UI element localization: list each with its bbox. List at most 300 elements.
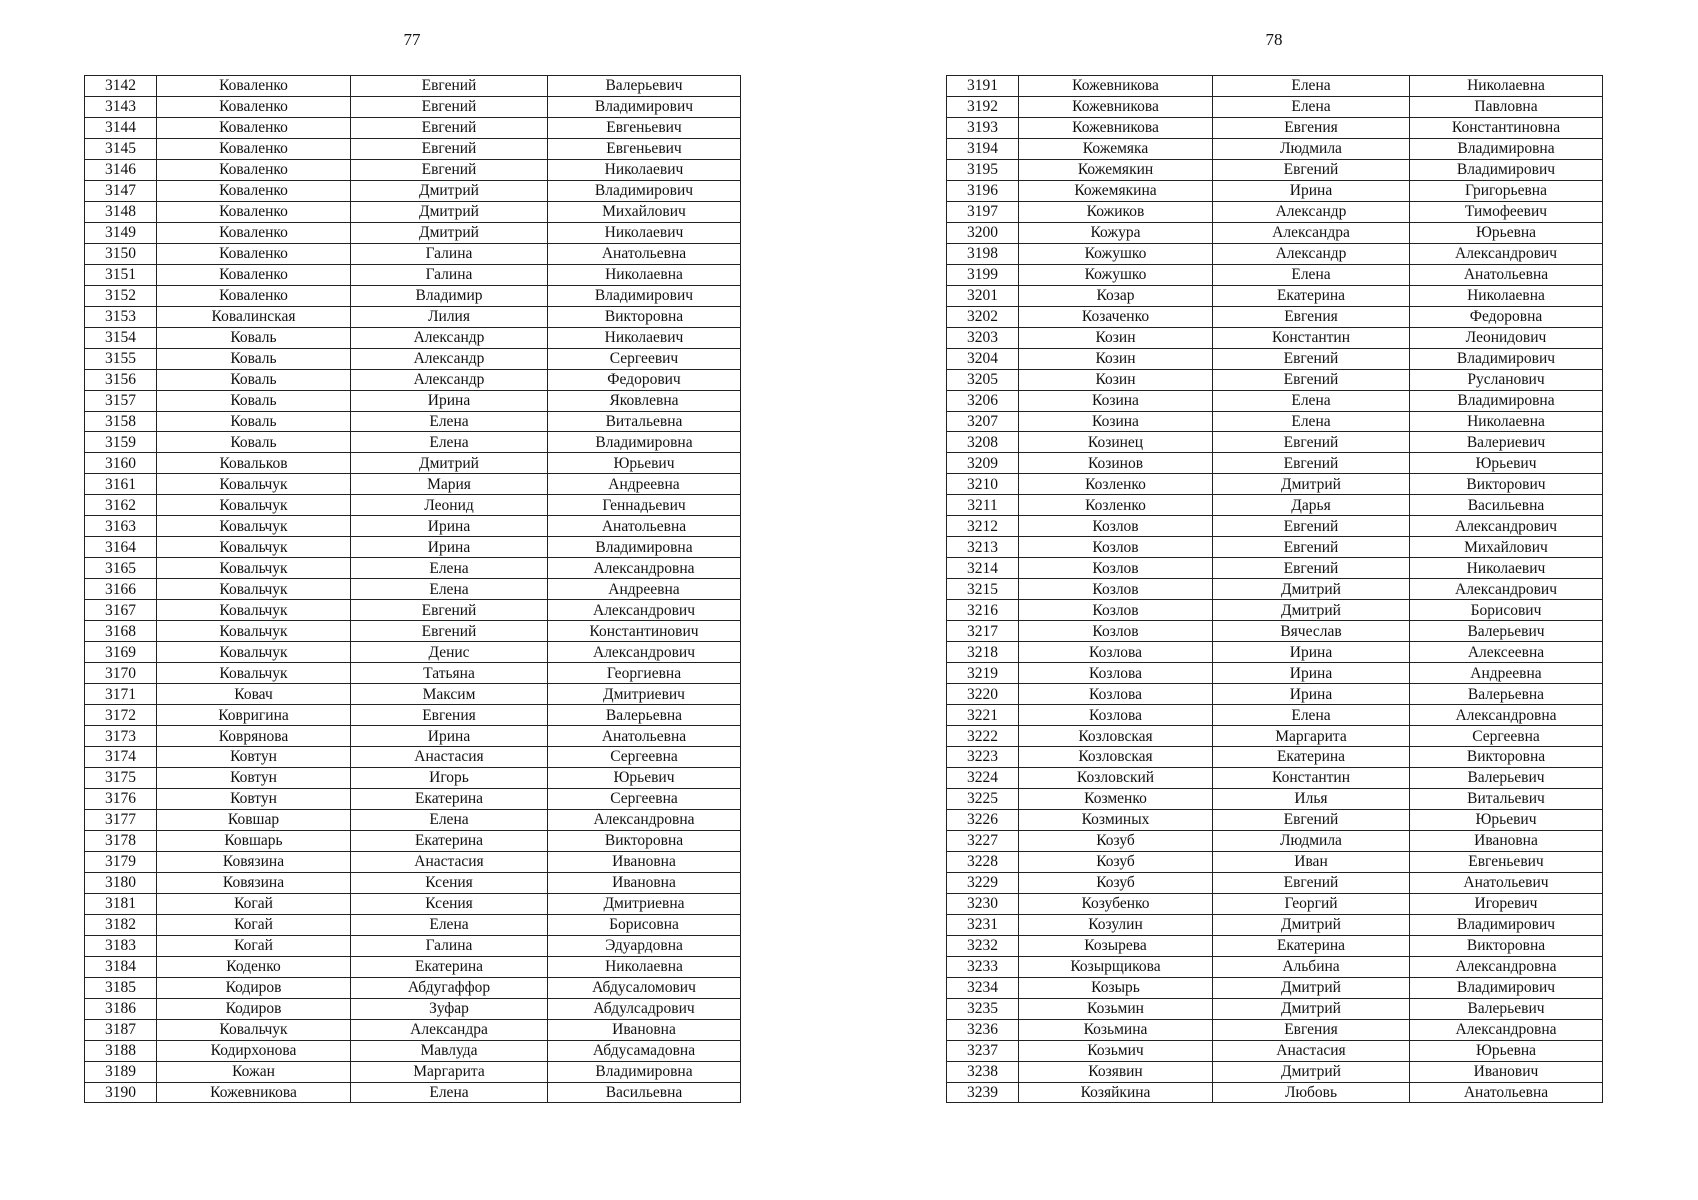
- patronymic-cell: Владимирович: [548, 285, 741, 306]
- last-name-cell: Ковальчук: [157, 516, 351, 537]
- table-row: [947, 914, 1603, 935]
- patronymic-cell: Сергеевич: [548, 348, 741, 369]
- first-name-cell: Любовь: [1213, 1082, 1410, 1103]
- table-row: [85, 76, 741, 97]
- last-name-cell: Козлова: [1019, 642, 1213, 663]
- table-row: [947, 558, 1603, 579]
- last-name-cell: Кожиков: [1019, 201, 1213, 222]
- first-name-cell: Екатерина: [1213, 747, 1410, 768]
- first-name-cell: Ксения: [351, 893, 548, 914]
- first-name-cell: Денис: [351, 642, 548, 663]
- row-number-cell: 3196: [947, 180, 1019, 201]
- patronymic-cell: Яковлевна: [548, 390, 741, 411]
- row-number-cell: 3165: [85, 558, 157, 579]
- first-name-cell: Зуфар: [351, 998, 548, 1019]
- last-name-cell: Ковальчук: [157, 558, 351, 579]
- patronymic-cell: Александрович: [1410, 579, 1603, 600]
- row-number-cell: 3180: [85, 872, 157, 893]
- last-name-cell: Козловская: [1019, 747, 1213, 768]
- first-name-cell: Екатерина: [1213, 935, 1410, 956]
- patronymic-cell: Владимировна: [1410, 390, 1603, 411]
- last-name-cell: Ковальков: [157, 453, 351, 474]
- row-number-cell: 3156: [85, 369, 157, 390]
- patronymic-cell: Сергеевна: [548, 788, 741, 809]
- first-name-cell: Елена: [1213, 705, 1410, 726]
- patronymic-cell: Федоровна: [1410, 306, 1603, 327]
- row-number-cell: 3173: [85, 726, 157, 747]
- last-name-cell: Козловская: [1019, 726, 1213, 747]
- patronymic-cell: Абдулсадрович: [548, 998, 741, 1019]
- last-name-cell: Коваль: [157, 411, 351, 432]
- registry-table-body: [947, 76, 1603, 1103]
- last-name-cell: Козуб: [1019, 872, 1213, 893]
- row-number-cell: 3179: [85, 851, 157, 872]
- last-name-cell: Козинец: [1019, 432, 1213, 453]
- patronymic-cell: Викторовна: [1410, 935, 1603, 956]
- table-row: [947, 726, 1603, 747]
- last-name-cell: Коваль: [157, 327, 351, 348]
- patronymic-cell: Александрович: [548, 642, 741, 663]
- table-row: [947, 956, 1603, 977]
- last-name-cell: Козар: [1019, 285, 1213, 306]
- first-name-cell: Елена: [351, 411, 548, 432]
- row-number-cell: 3205: [947, 369, 1019, 390]
- table-row: [947, 453, 1603, 474]
- table-row: [85, 432, 741, 453]
- row-number-cell: 3195: [947, 159, 1019, 180]
- table-row: [85, 537, 741, 558]
- last-name-cell: Козлов: [1019, 579, 1213, 600]
- first-name-cell: Лилия: [351, 306, 548, 327]
- row-number-cell: 3177: [85, 809, 157, 830]
- patronymic-cell: Владимирович: [1410, 914, 1603, 935]
- table-row: [947, 579, 1603, 600]
- last-name-cell: Коваль: [157, 390, 351, 411]
- last-name-cell: Козменко: [1019, 788, 1213, 809]
- first-name-cell: Евгений: [351, 76, 548, 97]
- table-row: [85, 201, 741, 222]
- table-row: [85, 159, 741, 180]
- table-row: [85, 264, 741, 285]
- row-number-cell: 3152: [85, 285, 157, 306]
- table-row: [85, 600, 741, 621]
- row-number-cell: 3164: [85, 537, 157, 558]
- first-name-cell: Дмитрий: [1213, 1061, 1410, 1082]
- table-row: [85, 642, 741, 663]
- first-name-cell: Маргарита: [1213, 726, 1410, 747]
- table-row: [947, 243, 1603, 264]
- last-name-cell: Ковалинская: [157, 306, 351, 327]
- last-name-cell: Кожушко: [1019, 264, 1213, 285]
- first-name-cell: Александра: [1213, 222, 1410, 243]
- patronymic-cell: Сергеевна: [1410, 726, 1603, 747]
- first-name-cell: Елена: [1213, 96, 1410, 117]
- patronymic-cell: Александрович: [1410, 243, 1603, 264]
- last-name-cell: Козлов: [1019, 516, 1213, 537]
- row-number-cell: 3194: [947, 138, 1019, 159]
- patronymic-cell: Валериевич: [1410, 432, 1603, 453]
- last-name-cell: Коваленко: [157, 76, 351, 97]
- patronymic-cell: Викторовна: [548, 830, 741, 851]
- last-name-cell: Козьмина: [1019, 1019, 1213, 1040]
- last-name-cell: Когай: [157, 914, 351, 935]
- first-name-cell: Александр: [351, 348, 548, 369]
- patronymic-cell: Валерьевна: [548, 705, 741, 726]
- last-name-cell: Кодиров: [157, 977, 351, 998]
- patronymic-cell: Владимирович: [548, 180, 741, 201]
- patronymic-cell: Евгеньевич: [548, 138, 741, 159]
- row-number-cell: 3159: [85, 432, 157, 453]
- table-row: [947, 1082, 1603, 1103]
- first-name-cell: Игорь: [351, 767, 548, 788]
- row-number-cell: 3161: [85, 474, 157, 495]
- row-number-cell: 3220: [947, 684, 1019, 705]
- patronymic-cell: Ивановна: [548, 851, 741, 872]
- table-row: [947, 788, 1603, 809]
- last-name-cell: Коваленко: [157, 222, 351, 243]
- patronymic-cell: Валерьевич: [1410, 621, 1603, 642]
- last-name-cell: Козяйкина: [1019, 1082, 1213, 1103]
- patronymic-cell: Николаевна: [1410, 411, 1603, 432]
- table-row: [947, 830, 1603, 851]
- table-row: [85, 390, 741, 411]
- patronymic-cell: Николаевна: [1410, 76, 1603, 97]
- last-name-cell: Козина: [1019, 411, 1213, 432]
- first-name-cell: Александр: [351, 327, 548, 348]
- last-name-cell: Кодирхонова: [157, 1040, 351, 1061]
- row-number-cell: 3170: [85, 663, 157, 684]
- table-row: [947, 872, 1603, 893]
- first-name-cell: Дмитрий: [1213, 998, 1410, 1019]
- row-number-cell: 3193: [947, 117, 1019, 138]
- first-name-cell: Галина: [351, 264, 548, 285]
- patronymic-cell: Константинович: [548, 621, 741, 642]
- table-row: [85, 788, 741, 809]
- registry-table: [84, 75, 741, 1103]
- row-number-cell: 3231: [947, 914, 1019, 935]
- table-row: [85, 558, 741, 579]
- first-name-cell: Ирина: [351, 390, 548, 411]
- first-name-cell: Альбина: [1213, 956, 1410, 977]
- first-name-cell: Евгений: [351, 621, 548, 642]
- table-row: [85, 243, 741, 264]
- patronymic-cell: Анатольевич: [1410, 872, 1603, 893]
- row-number-cell: 3200: [947, 222, 1019, 243]
- last-name-cell: Ковальчук: [157, 579, 351, 600]
- first-name-cell: Дмитрий: [1213, 977, 1410, 998]
- page-number: 77: [403, 30, 421, 49]
- first-name-cell: Александр: [1213, 243, 1410, 264]
- patronymic-cell: Ивановна: [548, 1019, 741, 1040]
- row-number-cell: 3236: [947, 1019, 1019, 1040]
- patronymic-cell: Владимировна: [548, 432, 741, 453]
- row-number-cell: 3209: [947, 453, 1019, 474]
- first-name-cell: Дмитрий: [1213, 600, 1410, 621]
- first-name-cell: Евгений: [1213, 809, 1410, 830]
- patronymic-cell: Викторовна: [548, 306, 741, 327]
- patronymic-cell: Александрович: [1410, 516, 1603, 537]
- table-row: [947, 306, 1603, 327]
- table-row: [85, 893, 741, 914]
- patronymic-cell: Ивановна: [1410, 830, 1603, 851]
- row-number-cell: 3222: [947, 726, 1019, 747]
- row-number-cell: 3207: [947, 411, 1019, 432]
- last-name-cell: Козьмич: [1019, 1040, 1213, 1061]
- last-name-cell: Козлова: [1019, 663, 1213, 684]
- last-name-cell: Кожемякина: [1019, 180, 1213, 201]
- patronymic-cell: Анатольевна: [548, 243, 741, 264]
- first-name-cell: Евгений: [1213, 432, 1410, 453]
- last-name-cell: Ковшарь: [157, 830, 351, 851]
- row-number-cell: 3143: [85, 96, 157, 117]
- last-name-cell: Кожевникова: [1019, 76, 1213, 97]
- first-name-cell: Дмитрий: [1213, 579, 1410, 600]
- row-number-cell: 3185: [85, 977, 157, 998]
- table-row: [947, 1019, 1603, 1040]
- table-row: [85, 369, 741, 390]
- last-name-cell: Козин: [1019, 369, 1213, 390]
- last-name-cell: Коваленко: [157, 180, 351, 201]
- patronymic-cell: Тимофеевич: [1410, 201, 1603, 222]
- row-number-cell: 3178: [85, 830, 157, 851]
- first-name-cell: Евгений: [1213, 537, 1410, 558]
- row-number-cell: 3234: [947, 977, 1019, 998]
- patronymic-cell: Иванович: [1410, 1061, 1603, 1082]
- row-number-cell: 3145: [85, 138, 157, 159]
- table-row: [947, 851, 1603, 872]
- table-row: [85, 96, 741, 117]
- first-name-cell: Леонид: [351, 495, 548, 516]
- table-row: [947, 285, 1603, 306]
- row-number-cell: 3146: [85, 159, 157, 180]
- row-number-cell: 3150: [85, 243, 157, 264]
- table-row: [947, 348, 1603, 369]
- patronymic-cell: Владимировна: [548, 1061, 741, 1082]
- patronymic-cell: Владимировна: [1410, 138, 1603, 159]
- first-name-cell: Максим: [351, 684, 548, 705]
- row-number-cell: 3186: [85, 998, 157, 1019]
- patronymic-cell: Александрович: [548, 600, 741, 621]
- row-number-cell: 3167: [85, 600, 157, 621]
- patronymic-cell: Николаевич: [548, 327, 741, 348]
- patronymic-cell: Владимировна: [548, 537, 741, 558]
- patronymic-cell: Борисович: [1410, 600, 1603, 621]
- row-number-cell: 3232: [947, 935, 1019, 956]
- last-name-cell: Когай: [157, 935, 351, 956]
- table-row: [947, 327, 1603, 348]
- row-number-cell: 3198: [947, 243, 1019, 264]
- patronymic-cell: Сергеевна: [548, 747, 741, 768]
- last-name-cell: Ковальчук: [157, 537, 351, 558]
- row-number-cell: 3235: [947, 998, 1019, 1019]
- table-row: [85, 872, 741, 893]
- table-row: [85, 138, 741, 159]
- table-row: [947, 411, 1603, 432]
- first-name-cell: Ирина: [1213, 663, 1410, 684]
- last-name-cell: Когай: [157, 893, 351, 914]
- first-name-cell: Ирина: [1213, 180, 1410, 201]
- patronymic-cell: Павловна: [1410, 96, 1603, 117]
- first-name-cell: Евгений: [351, 96, 548, 117]
- table-row: [947, 600, 1603, 621]
- last-name-cell: Козлов: [1019, 558, 1213, 579]
- table-row: [947, 663, 1603, 684]
- patronymic-cell: Александровна: [548, 809, 741, 830]
- patronymic-cell: Абдусамадовна: [548, 1040, 741, 1061]
- table-row: [85, 935, 741, 956]
- first-name-cell: Елена: [1213, 411, 1410, 432]
- patronymic-cell: Андреевна: [1410, 663, 1603, 684]
- first-name-cell: Людмила: [1213, 830, 1410, 851]
- first-name-cell: Евгения: [1213, 117, 1410, 138]
- patronymic-cell: Абдусаломович: [548, 977, 741, 998]
- first-name-cell: Евгений: [351, 117, 548, 138]
- first-name-cell: Георгий: [1213, 893, 1410, 914]
- last-name-cell: Ковязина: [157, 872, 351, 893]
- first-name-cell: Евгений: [1213, 453, 1410, 474]
- patronymic-cell: Владимирович: [1410, 977, 1603, 998]
- last-name-cell: Козлов: [1019, 621, 1213, 642]
- patronymic-cell: Николаевна: [1410, 285, 1603, 306]
- last-name-cell: Кожемяка: [1019, 138, 1213, 159]
- first-name-cell: Константин: [1213, 767, 1410, 788]
- row-number-cell: 3174: [85, 747, 157, 768]
- table-row: [85, 914, 741, 935]
- table-row: [947, 977, 1603, 998]
- last-name-cell: Коваленко: [157, 138, 351, 159]
- first-name-cell: Дмитрий: [351, 222, 548, 243]
- patronymic-cell: Васильевна: [1410, 495, 1603, 516]
- first-name-cell: Евгений: [351, 159, 548, 180]
- patronymic-cell: Владимирович: [1410, 348, 1603, 369]
- patronymic-cell: Николаевич: [548, 222, 741, 243]
- patronymic-cell: Александровна: [1410, 956, 1603, 977]
- table-row: [85, 495, 741, 516]
- patronymic-cell: Валерьевна: [1410, 684, 1603, 705]
- patronymic-cell: Константиновна: [1410, 117, 1603, 138]
- table-row: [947, 96, 1603, 117]
- patronymic-cell: Юрьевич: [548, 767, 741, 788]
- registry-table: [946, 75, 1603, 1103]
- row-number-cell: 3175: [85, 767, 157, 788]
- last-name-cell: Козловский: [1019, 767, 1213, 788]
- first-name-cell: Абдугаффор: [351, 977, 548, 998]
- first-name-cell: Екатерина: [351, 956, 548, 977]
- table-row: [947, 642, 1603, 663]
- last-name-cell: Козин: [1019, 327, 1213, 348]
- first-name-cell: Анастасия: [351, 851, 548, 872]
- last-name-cell: Коваль: [157, 432, 351, 453]
- first-name-cell: Дмитрий: [351, 201, 548, 222]
- row-number-cell: 3172: [85, 705, 157, 726]
- patronymic-cell: Геннадьевич: [548, 495, 741, 516]
- first-name-cell: Дмитрий: [1213, 914, 1410, 935]
- row-number-cell: 3153: [85, 306, 157, 327]
- row-number-cell: 3201: [947, 285, 1019, 306]
- first-name-cell: Дмитрий: [351, 453, 548, 474]
- first-name-cell: Евгения: [351, 705, 548, 726]
- table-row: [85, 851, 741, 872]
- last-name-cell: Козлова: [1019, 684, 1213, 705]
- registry-table-body: [85, 76, 741, 1103]
- patronymic-cell: Алексеевна: [1410, 642, 1603, 663]
- row-number-cell: 3157: [85, 390, 157, 411]
- row-number-cell: 3190: [85, 1082, 157, 1103]
- table-row: [85, 285, 741, 306]
- last-name-cell: Ковтун: [157, 767, 351, 788]
- first-name-cell: Мавлуда: [351, 1040, 548, 1061]
- table-row: [947, 516, 1603, 537]
- row-number-cell: 3237: [947, 1040, 1019, 1061]
- patronymic-cell: Евгеньевич: [548, 117, 741, 138]
- last-name-cell: Ковальчук: [157, 495, 351, 516]
- first-name-cell: Елена: [1213, 76, 1410, 97]
- last-name-cell: Козырщикова: [1019, 956, 1213, 977]
- table-row: [947, 621, 1603, 642]
- table-row: [947, 767, 1603, 788]
- first-name-cell: Екатерина: [351, 830, 548, 851]
- last-name-cell: Козлова: [1019, 705, 1213, 726]
- table-row: [85, 956, 741, 977]
- last-name-cell: Кожевникова: [157, 1082, 351, 1103]
- patronymic-cell: Валерьевич: [1410, 767, 1603, 788]
- last-name-cell: Козин: [1019, 348, 1213, 369]
- last-name-cell: Козинов: [1019, 453, 1213, 474]
- first-name-cell: Елена: [1213, 264, 1410, 285]
- last-name-cell: Ковальчук: [157, 1019, 351, 1040]
- first-name-cell: Евгений: [351, 600, 548, 621]
- patronymic-cell: Эдуардовна: [548, 935, 741, 956]
- row-number-cell: 3214: [947, 558, 1019, 579]
- last-name-cell: Ковальчук: [157, 474, 351, 495]
- row-number-cell: 3227: [947, 830, 1019, 851]
- row-number-cell: 3215: [947, 579, 1019, 600]
- patronymic-cell: Борисовна: [548, 914, 741, 935]
- patronymic-cell: Анатольевна: [1410, 1082, 1603, 1103]
- table-row: [947, 201, 1603, 222]
- patronymic-cell: Михайлович: [1410, 537, 1603, 558]
- last-name-cell: Кожура: [1019, 222, 1213, 243]
- patronymic-cell: Андреевна: [548, 579, 741, 600]
- row-number-cell: 3233: [947, 956, 1019, 977]
- first-name-cell: Евгений: [1213, 558, 1410, 579]
- patronymic-cell: Витальевна: [548, 411, 741, 432]
- patronymic-cell: Анатольевна: [1410, 264, 1603, 285]
- table-row: [85, 1082, 741, 1103]
- table-row: [85, 348, 741, 369]
- row-number-cell: 3148: [85, 201, 157, 222]
- row-number-cell: 3199: [947, 264, 1019, 285]
- table-row: [947, 180, 1603, 201]
- first-name-cell: Константин: [1213, 327, 1410, 348]
- row-number-cell: 3155: [85, 348, 157, 369]
- patronymic-cell: Валерьевич: [548, 76, 741, 97]
- table-row: [85, 306, 741, 327]
- table-row: [85, 516, 741, 537]
- patronymic-cell: Евгеньевич: [1410, 851, 1603, 872]
- first-name-cell: Екатерина: [351, 788, 548, 809]
- last-name-cell: Козленко: [1019, 495, 1213, 516]
- row-number-cell: 3163: [85, 516, 157, 537]
- last-name-cell: Козулин: [1019, 914, 1213, 935]
- last-name-cell: Козаченко: [1019, 306, 1213, 327]
- row-number-cell: 3217: [947, 621, 1019, 642]
- table-row: [85, 726, 741, 747]
- table-row: [85, 684, 741, 705]
- row-number-cell: 3192: [947, 96, 1019, 117]
- first-name-cell: Анастасия: [1213, 1040, 1410, 1061]
- patronymic-cell: Владимирович: [1410, 159, 1603, 180]
